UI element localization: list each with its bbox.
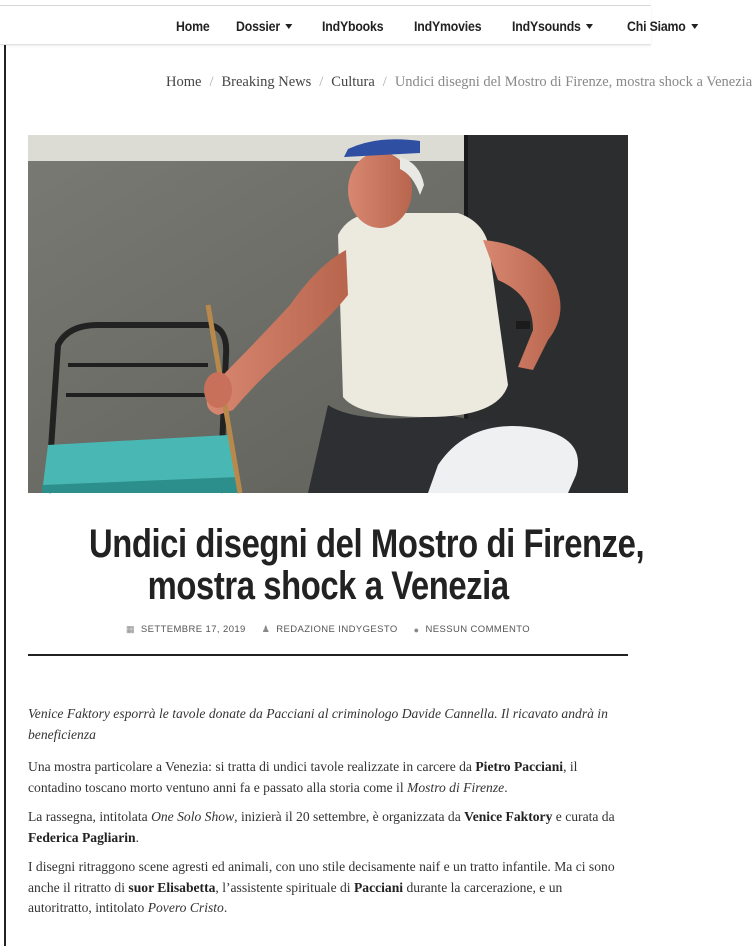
article-title-line2: mostra shock a Venezia xyxy=(147,564,509,608)
comment-icon: ● xyxy=(413,624,420,635)
text-run: e curata da xyxy=(552,809,615,824)
top-edge xyxy=(0,0,651,6)
nav-item-chi-siamo[interactable] xyxy=(627,18,698,34)
main-navbar xyxy=(0,7,686,45)
italic-run: Povero Cristo xyxy=(147,900,224,915)
meta-date[interactable] xyxy=(126,624,246,635)
nav-item-indybooks[interactable] xyxy=(322,18,383,34)
nav-item-label: IndYbooks xyxy=(322,18,384,34)
nav-menu xyxy=(176,7,729,45)
calendar-icon: ▦ xyxy=(125,624,135,634)
breadcrumb-separator: / xyxy=(319,74,324,90)
text-run: . xyxy=(504,779,508,795)
title-divider xyxy=(28,654,628,656)
nav-item-label: IndYsounds xyxy=(512,18,582,34)
meta-date-text: SETTEMBRE 17, 2019 xyxy=(140,624,246,635)
caret-down-icon xyxy=(586,24,593,29)
nav-item-indymovies[interactable] xyxy=(414,18,481,34)
breadcrumb-breaking-news[interactable]: Breaking News xyxy=(221,74,312,90)
text-run: I disegni ritraggono scene agresti ed animali, con uno stile decisamente naif e un tratto infantile. Ma ci sono anche il ritratto di xyxy=(28,859,615,895)
text-run: . xyxy=(135,829,139,845)
breadcrumb xyxy=(166,74,752,91)
caret-down-icon xyxy=(691,24,698,29)
featured-image xyxy=(28,135,628,493)
breadcrumb-cultura[interactable]: Cultura xyxy=(331,74,375,90)
nav-item-home[interactable] xyxy=(176,18,210,34)
nav-item-indysounds[interactable] xyxy=(512,18,593,34)
text-run: durante la carcerazione, e un autoritratto, intitolato xyxy=(28,879,563,915)
article-body xyxy=(28,704,628,928)
featured-photo-illustration xyxy=(28,135,628,493)
italic-run: One Solo Show xyxy=(151,809,235,824)
text-run: . xyxy=(223,900,228,915)
meta-author[interactable] xyxy=(262,624,398,635)
user-icon: ♟ xyxy=(261,624,271,634)
nav-item-dossier[interactable] xyxy=(236,18,292,34)
article-meta xyxy=(28,624,628,635)
caret-down-icon xyxy=(285,24,292,29)
text-run: Una mostra particolare a Venezia: si tratta di undici tavole realizzate in carcere da xyxy=(28,759,476,774)
meta-comments-text: NESSUN COMMENTO xyxy=(425,624,531,635)
text-run: La rassegna, intitolata xyxy=(28,809,152,824)
bold-run: Pietro Pacciani xyxy=(475,759,564,774)
text-run: , il contadino toscano morto ventuno anni fa e passato alla storia come il xyxy=(28,759,578,795)
bold-run: suor Elisabetta xyxy=(128,879,216,895)
italic-run: Mostro di Firenze xyxy=(407,779,505,795)
left-border xyxy=(4,45,6,946)
article-title-line1: Undici disegni del Mostro di Firenze, xyxy=(88,522,645,566)
article-lead: Venice Faktory esporrà le tavole donate da Pacciani al criminologo Davide Cannella. Il ricavato andrà in beneficienza xyxy=(28,706,608,742)
breadcrumb-separator: / xyxy=(209,74,214,90)
breadcrumb-home[interactable]: Home xyxy=(166,74,202,90)
text-run: , inizierà il 20 settembre, è organizzata da xyxy=(234,809,465,824)
meta-author-text: REDAZIONE INDYGESTO xyxy=(276,624,398,635)
breadcrumb-separator: / xyxy=(382,74,387,90)
meta-comments[interactable] xyxy=(414,624,530,635)
breadcrumb-current: Undici disegni del Mostro di Firenze, mostra shock a Venezia xyxy=(394,74,752,90)
text-run: , l’assistente spirituale di xyxy=(215,879,354,895)
article-paragraph-2 xyxy=(28,807,628,848)
article-paragraph-1 xyxy=(28,757,628,798)
nav-item-label: Chi Siamo xyxy=(626,18,686,34)
article-paragraph-3 xyxy=(28,857,628,919)
nav-item-label: Home xyxy=(176,18,210,34)
bold-run: Federica Pagliarin xyxy=(28,829,136,845)
bold-run: Pacciani xyxy=(353,879,404,895)
nav-item-label: Dossier xyxy=(236,18,281,34)
nav-item-label: IndYmovies xyxy=(413,18,482,34)
bold-run: Venice Faktory xyxy=(464,809,553,824)
article-title xyxy=(28,522,645,608)
